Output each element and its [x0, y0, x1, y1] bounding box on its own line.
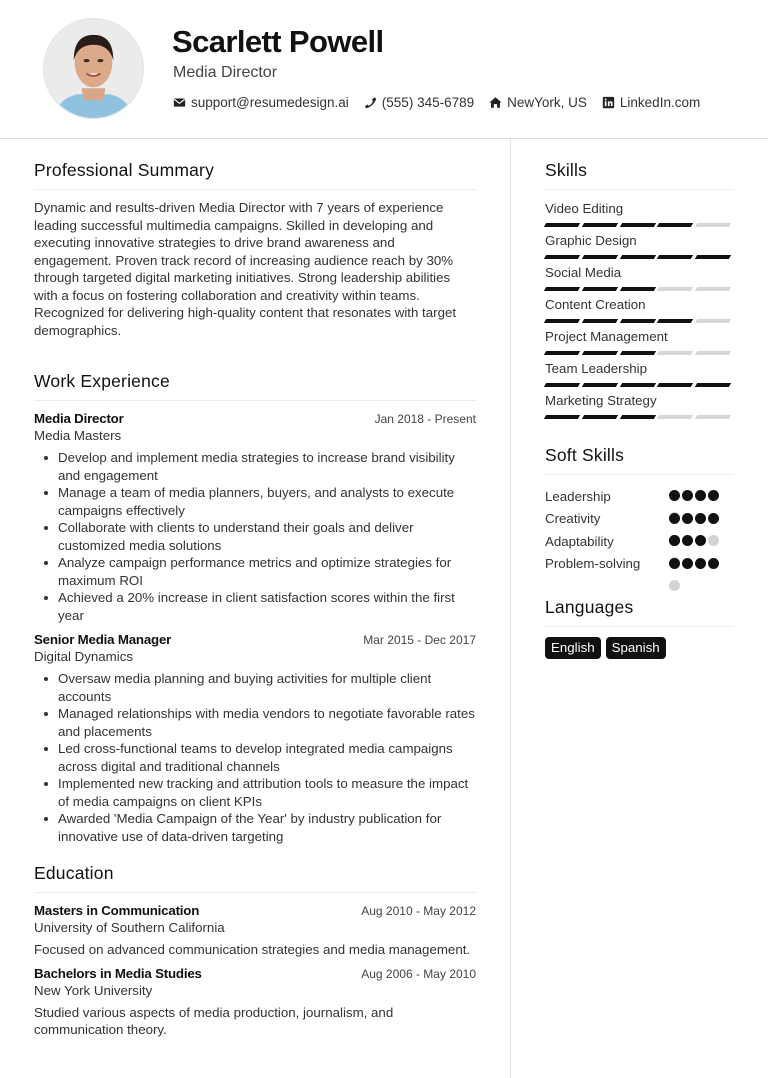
contact-list — [173, 95, 715, 110]
skill-name: Marketing Strategy — [545, 393, 657, 408]
job-bullets — [34, 670, 476, 845]
degree: Bachelors in Media Studies — [34, 965, 202, 981]
bullet-item: Achieved a 20% increase in client satisfaction scores within the first year — [58, 589, 476, 624]
contact-location-text: NewYork, US — [507, 95, 587, 110]
skill-segment — [657, 255, 693, 259]
soft-skill-rating — [669, 535, 721, 547]
candidate-name: Scarlett Powell — [172, 24, 384, 59]
rating-dot — [695, 490, 706, 501]
language-list — [545, 637, 734, 659]
skill-segment — [582, 383, 618, 387]
profile-photo — [43, 18, 144, 119]
skills-section — [545, 160, 734, 424]
portrait-icon — [44, 19, 143, 118]
soft-skill-name: Leadership — [545, 488, 611, 504]
bullet-item: Oversaw media planning and buying activities for multiple client accounts — [58, 670, 476, 705]
soft-skills-section — [545, 445, 734, 575]
skill-segment — [544, 223, 580, 227]
rating-dot — [682, 513, 693, 524]
skill-list — [545, 200, 734, 424]
soft-skills-heading: Soft Skills — [545, 445, 734, 475]
rating-dot — [669, 535, 680, 546]
summary-section — [34, 160, 476, 339]
skill-segment — [695, 415, 731, 419]
skill-segment — [657, 351, 693, 355]
skill-segment — [657, 223, 693, 227]
soft-skill-name: Creativity — [545, 511, 601, 527]
language-badge: Spanish — [606, 637, 666, 659]
education-entry — [34, 903, 476, 959]
job-role: Senior Media Manager — [34, 632, 172, 647]
education-list — [34, 903, 476, 1039]
bullet-item: Manage a team of media planners, buyers, and analysts to execute campaigns effectively — [58, 484, 476, 519]
bullet-item: Analyze campaign performance metrics and optimize strategies for maximum ROI — [58, 554, 476, 589]
skill-name: Graphic Design — [545, 233, 637, 248]
soft-skill-rating — [669, 558, 721, 570]
skill-level-bar — [545, 351, 734, 355]
skill-segment — [582, 415, 618, 419]
skill-segment — [582, 287, 618, 291]
education-header — [34, 966, 476, 981]
home-icon — [489, 96, 502, 109]
soft-skill-item — [545, 530, 734, 553]
education-heading: Education — [34, 863, 476, 893]
rating-dot — [695, 558, 706, 569]
contact-linkedin[interactable] — [602, 95, 700, 110]
job-role: Media Director — [34, 411, 124, 426]
skill-segment — [695, 287, 731, 291]
column-divider — [510, 139, 511, 1078]
linkedin-icon — [602, 96, 615, 109]
experience-heading: Work Experience — [34, 371, 476, 401]
skill-name: Content Creation — [545, 297, 646, 312]
soft-skill-item — [545, 485, 734, 508]
job-entry — [34, 632, 476, 845]
skill-name: Video Editing — [545, 201, 624, 216]
education-header — [34, 903, 476, 918]
skill-item — [545, 296, 734, 328]
skill-segment — [657, 287, 693, 291]
soft-skill-rating — [669, 513, 721, 525]
skill-segment — [619, 255, 655, 259]
rating-dot — [682, 558, 693, 569]
rating-dot — [708, 490, 719, 501]
skill-level-bar — [545, 415, 734, 419]
soft-skill-name: Adaptability — [545, 533, 614, 549]
degree: Masters in Communication — [34, 903, 200, 918]
skill-segment — [544, 351, 580, 355]
skill-segment — [619, 287, 655, 291]
skill-segment — [544, 287, 580, 291]
skill-segment — [544, 383, 580, 387]
skill-segment — [695, 255, 731, 259]
rating-dot — [695, 535, 706, 546]
job-dates: Mar 2015 - Dec 2017 — [363, 633, 476, 647]
job-dates: Jan 2018 - Present — [374, 412, 476, 426]
experience-section — [34, 371, 476, 845]
rating-dot — [669, 513, 680, 524]
rating-dot — [708, 558, 719, 569]
skill-item — [545, 360, 734, 392]
rating-dot — [708, 513, 719, 524]
bullet-item: Awarded 'Media Campaign of the Year' by industry publication for innovative use of data-driven targeting — [58, 810, 476, 845]
contact-linkedin-text: LinkedIn.com — [619, 95, 701, 110]
skill-segment — [544, 415, 580, 419]
job-company: Media Masters — [34, 428, 122, 443]
skill-segment — [582, 255, 618, 259]
education-description: Focused on advanced communication strategies and media management. — [34, 942, 471, 957]
language-badge: English — [545, 637, 601, 659]
skill-segment — [657, 415, 693, 419]
skill-level-bar — [545, 319, 734, 323]
skill-level-bar — [545, 223, 734, 227]
skill-segment — [582, 223, 618, 227]
soft-skill-item — [545, 553, 734, 576]
bullet-item: Implemented new tracking and attribution tools to measure the impact of media campaigns on client KPIs — [58, 775, 476, 810]
contact-location — [489, 95, 587, 110]
skill-item — [545, 328, 734, 360]
bullet-item: Managed relationships with media vendors to negotiate favorable rates and placements — [58, 706, 475, 739]
skill-item — [545, 264, 734, 296]
education-dates: Aug 2010 - May 2012 — [361, 904, 476, 918]
skill-segment — [619, 351, 655, 355]
summary-text: Dynamic and results-driven Media Director with 7 years of experience leading successful multimedia campaigns. Skilled in developing and executing innovative strategies to drive brand awareness and engagement. Proven track record of increasing audience reach by 30% through targeted digital marketing initiatives. Strong leadership abilities with a focus on fostering collaboration and creativity within teams. Recognized for delivering high-quality content that resonates with target demographics. — [34, 200, 457, 338]
skill-level-bar — [545, 287, 734, 291]
soft-skill-rating — [669, 490, 721, 502]
summary-heading: Professional Summary — [34, 160, 476, 190]
soft-skill-item — [545, 508, 734, 531]
contact-email[interactable] — [173, 95, 349, 110]
skill-item — [545, 232, 734, 264]
skill-segment — [619, 415, 655, 419]
education-section — [34, 863, 476, 1039]
education-description: Studied various aspects of media production, journalism, and communication theory. — [34, 1004, 394, 1037]
rating-dot — [708, 535, 719, 546]
skill-level-bar — [545, 383, 734, 387]
job-company: Digital Dynamics — [34, 649, 134, 664]
skills-heading: Skills — [545, 160, 734, 190]
rating-dot — [669, 490, 680, 501]
skill-segment — [619, 383, 655, 387]
skill-name: Social Media — [545, 265, 622, 280]
skill-segment — [544, 319, 580, 323]
soft-skill-name: Problem-solving — [545, 556, 641, 572]
school: University of Southern California — [34, 920, 225, 935]
sidebar-column — [545, 160, 734, 659]
skill-segment — [657, 383, 693, 387]
skill-segment — [582, 351, 618, 355]
skill-segment — [695, 319, 731, 323]
skill-segment — [657, 319, 693, 323]
contact-phone-text: (555) 345-6789 — [381, 95, 475, 110]
rating-dot — [669, 580, 680, 591]
job-list — [34, 411, 476, 845]
skill-segment — [582, 319, 618, 323]
skill-item — [545, 392, 734, 424]
education-dates: Aug 2006 - May 2010 — [361, 966, 476, 981]
languages-section — [545, 597, 734, 659]
rating-dot — [682, 490, 693, 501]
skill-level-bar — [545, 255, 734, 259]
candidate-title: Media Director — [173, 64, 278, 81]
skill-item — [545, 200, 734, 232]
job-bullets — [34, 449, 476, 624]
languages-heading: Languages — [545, 597, 734, 627]
contact-phone[interactable] — [364, 95, 474, 110]
envelope-icon — [173, 96, 186, 109]
job-header — [34, 632, 476, 647]
job-header — [34, 411, 476, 426]
skill-segment — [695, 383, 731, 387]
main-column — [34, 160, 476, 1046]
bullet-item: Led cross-functional teams to develop integrated media campaigns across digital and traditional channels — [58, 740, 476, 775]
skill-segment — [619, 319, 655, 323]
resume-header — [0, 0, 768, 139]
skill-segment — [695, 223, 731, 227]
skill-name: Project Management — [545, 329, 668, 344]
school: New York University — [34, 982, 153, 998]
soft-skill-list — [545, 485, 734, 575]
bullet-item: Collaborate with clients to understand their goals and deliver customized media solutions — [58, 519, 476, 554]
rating-dot — [669, 558, 680, 569]
bullet-item: Develop and implement media strategies to increase brand visibility and engagement — [58, 449, 476, 484]
education-entry — [34, 966, 476, 1039]
rating-dot — [682, 535, 693, 546]
skill-name: Team Leadership — [545, 361, 648, 376]
phone-icon — [364, 96, 377, 109]
skill-segment — [619, 223, 655, 227]
job-entry — [34, 411, 476, 624]
contact-email-text: support@resumedesign.ai — [191, 95, 349, 110]
skill-segment — [544, 255, 580, 259]
skill-segment — [695, 351, 731, 355]
rating-dot — [695, 513, 706, 524]
